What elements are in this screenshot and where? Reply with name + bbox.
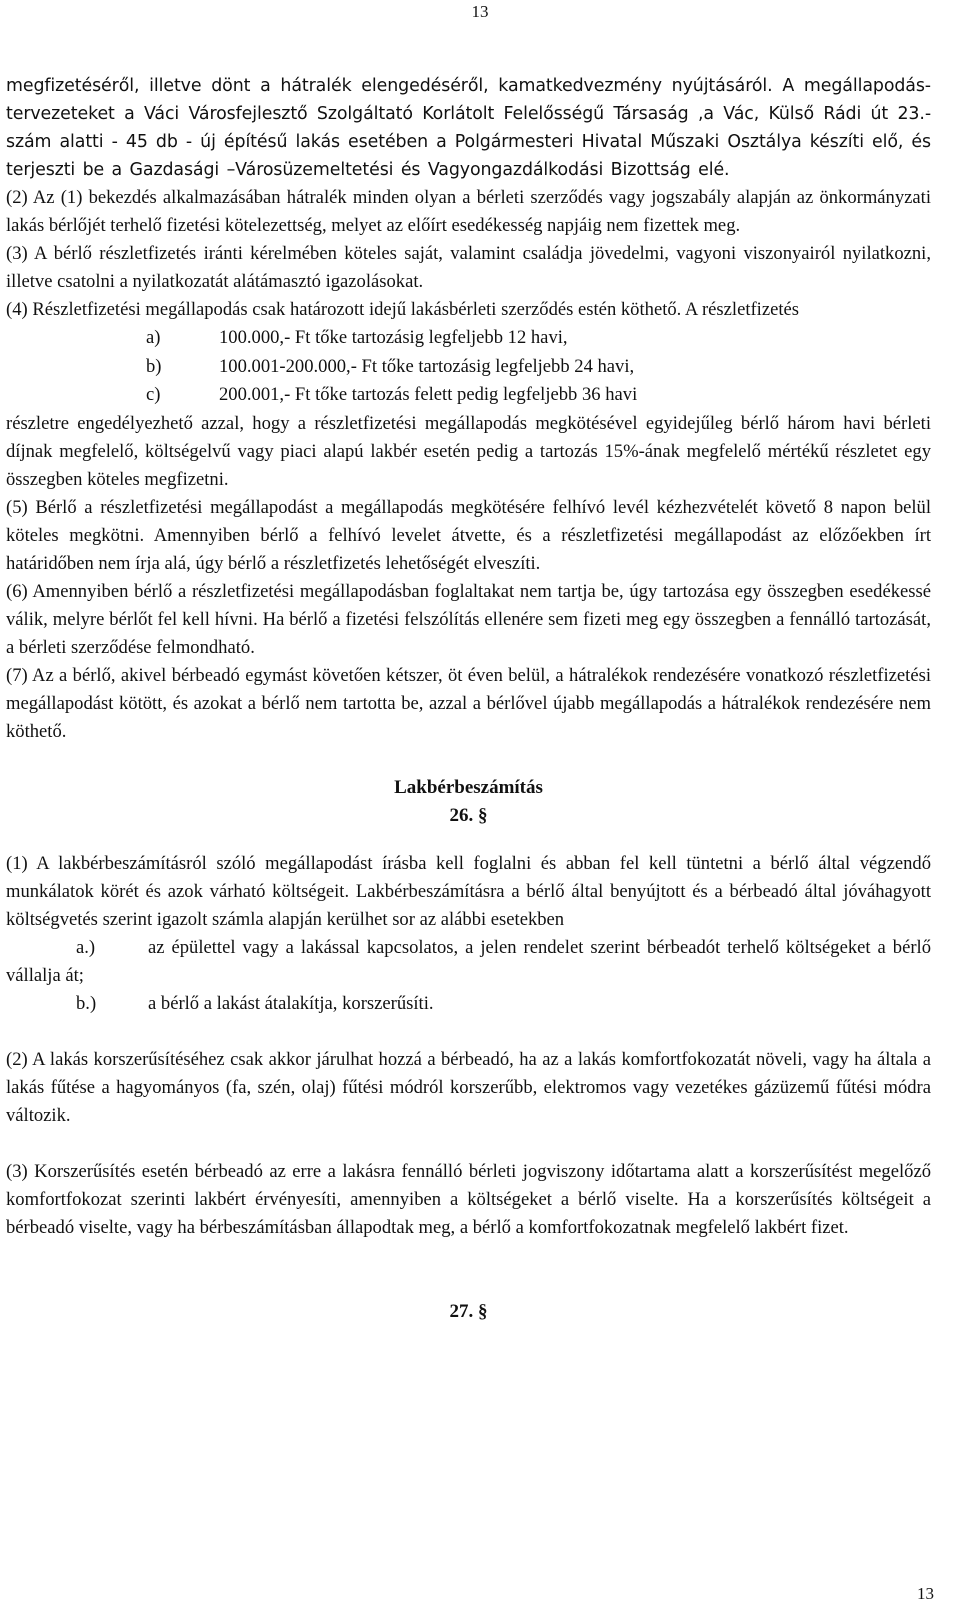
list-text: 100.001-200.000,- Ft tőke tartozásig legfeljebb 24 havi, xyxy=(219,355,635,377)
paragraph-4: (4) Részletfizetési megállapodás csak határozott idejű lakásbérleti szerződés estén köthető. A részletfizetés xyxy=(6,299,800,320)
paragraph-3: (3) A bérlő részletfizetés iránti kérelmében köteles saját, valamint családja jövedelmi, vagyoni viszonyairól nyilatkozni, illetve csatolni a nyilatkozatát alátámasztó igazolásokat. xyxy=(6,243,931,292)
list-label: c) xyxy=(146,384,161,405)
page-number-bottom: 13 xyxy=(917,1584,934,1603)
list-text: 200.001,- Ft tőke tartozás felett pedig legfeljebb 36 havi xyxy=(219,384,638,405)
list-item-c xyxy=(6,381,931,410)
section-heading: Lakbérbeszámítás xyxy=(394,776,543,798)
list-label: b.) xyxy=(76,992,97,1014)
section-26-paragraph-3: (3) Korszerűsítés esetén bérbeadó az erre a lakásra fennálló bérleti jogviszony időtartama alatt a korszerűsítést megelőző komfortfokozat szerinti lakbért érvényesíti, amennyiben a költségeket a bérlő viselte. Ha a korszerűsítés költségeit a bérbeadó viselte, vagy ha bérbeszámításban állapodtak meg, a bérlő a komfortfokozatnak megfelelő lakbért fizet. xyxy=(6,1160,931,1238)
list-item-a xyxy=(6,324,931,353)
paragraph-6: (6) Amennyiben bérlő a részletfizetési megállapodásban foglaltakat nem tartja be, úgy tartozása egy összegben esedékessé válik, melyre bérlőt fel kell hívni. Ha bérlő a fizetési felszólítás ellenére sem fizeti meg egy összegben a fennálló tartozását, a bérleti szerződése felmondható. xyxy=(6,580,931,658)
section-number-26: 26. § xyxy=(449,804,488,826)
list-label: b) xyxy=(146,355,162,377)
list-text: a bérlő a lakást átalakítja, korszerűsíti. xyxy=(148,992,434,1014)
section-26-paragraph-1: (1) A lakbérbeszámításról szóló megállapodást írásba kell foglalni és abban fel kell tüntetni a bérlő által végzendő munkálatok körét és azok várható költségeit. Lakbérbeszámításra a bérlő által benyújtott és a bérbeadó által jóváhagyott költségvetés szerint igazolt számla alapján kerülhet sor az alábbi esetekben xyxy=(6,852,931,930)
document-body xyxy=(6,72,931,1326)
paragraph-4-continued: részletre engedélyezhető azzal, hogy a részletfizetési megállapodás megkötésével egyidejűleg bérlő három havi bérleti díjnak megfelelő, költségelvű vagy piaci alapú lakbér esetén pedig a tartozás 15%-ának megfelelő mértékű részletet egy összegben köteles megfizetni. xyxy=(6,412,931,490)
list-item-b xyxy=(6,353,931,382)
paragraph-2: (2) Az (1) bekezdés alkalmazásában hátralék minden olyan a bérleti szerződés vagy jogszabály alapján az önkormányzati lakás bérlőjét terhelő fizetési kötelezettség, melyet az előírt esedékesség napjáig nem fizettek meg. xyxy=(6,187,931,236)
section-26-paragraph-2: (2) A lakás korszerűsítéséhez csak akkor járulhat hozzá a bérbeadó, ha az a lakás komfortfokozatát növeli, vagy ha általa a lakás fűtése a hagyományos (fa, szén, olaj) fűtési módról korszerűbb, elektromos vagy vezetékes gázüzemű fűtési módra változik. xyxy=(6,1048,931,1126)
paragraph-7: (7) Az a bérlő, akivel bérbeadó egymást követően kétszer, öt éven belül, a hátralékok rendezésére vonatkozó részletfizetési megállapodást kötött, és azokat a bérlő nem tartotta be, azzal a bérlővel újabb megállapodás a hátralékok rendezésére nem köthető. xyxy=(6,664,931,742)
paragraph-intro: megfizetéséről, illetve dönt a hátralék elengedéséről, kamatkedvezmény nyújtásáról. A megállapodás-tervezeteket a Váci Városfejlesztő Szolgáltató Korlátolt Felelősségű Társaság ,a Vác, Külső Rádi út 23.- szám alatti - 45 db - új építésű lakás esetében a Polgármesteri Hivatal Műszaki Osztálya készíti elő, és terjeszti be a Gazdasági –Városüzemeltetési és Vagyongazdálkodási Bizottság elé. xyxy=(6,76,931,180)
section-26-item-a xyxy=(6,934,931,990)
paragraph-5: (5) Bérlő a részletfizetési megállapodást a megállapodás megkötésére felhívó levél kézhezvételét követő 8 napon belül köteles megkötni. Amennyiben bérlő a felhívó levelet átvette, és a részletfizetési megállapodást az előzőekben írt határidőben nem írja alá, úgy bérlő a részletfizetés lehetőségét elveszíti. xyxy=(6,496,931,574)
list-label: a) xyxy=(146,327,161,348)
section-26-item-b xyxy=(6,990,931,1018)
list-label: a.) xyxy=(76,936,96,958)
section-number-27: 27. § xyxy=(449,1300,488,1322)
page-number-top: 13 xyxy=(471,2,489,21)
list-text: az épülettel vagy a lakással kapcsolatos, a jelen rendelet szerint bérbeadót terhelő költségeket a bérlő vállalja át; xyxy=(6,936,931,986)
list-text: 100.000,- Ft tőke tartozásig legfeljebb 12 havi, xyxy=(219,327,568,348)
